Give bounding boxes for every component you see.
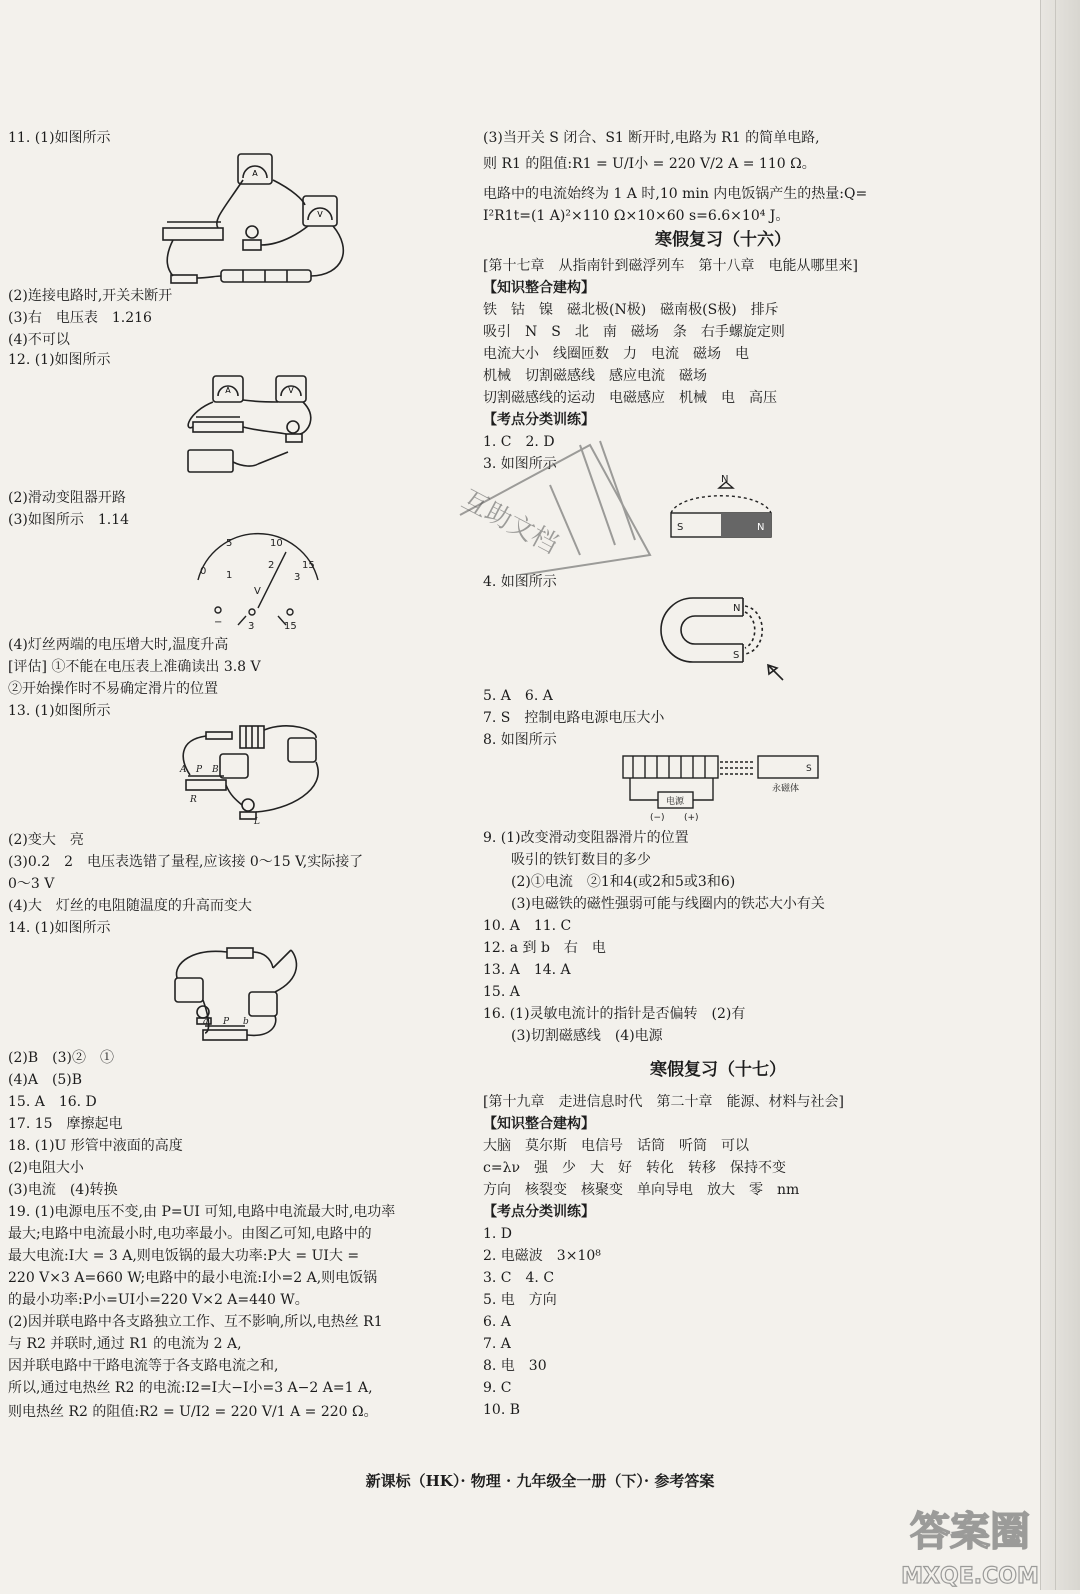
lamp-label: L xyxy=(254,817,260,825)
answer-line: 10. A 11. C xyxy=(483,918,572,934)
answer-line: 8. 电 30 xyxy=(483,1358,547,1374)
answer-line: 则电热丝 R2 的阻值:R2 = U/I2 = 220 V/1 A = 220 Ω。 xyxy=(8,1404,378,1420)
chapter-range: [第十九章 走进信息时代 第二十章 能源、材料与社会] xyxy=(483,1094,844,1110)
answer-line: 7. S 控制电路电源电压大小 xyxy=(483,710,665,726)
answer-line: ②开始操作时不易确定滑片的位置 xyxy=(8,681,218,697)
answer-line: 机械 切割磁感线 感应电流 磁场 xyxy=(483,368,707,384)
answer-line: 则 R1 的阻值:R1 = U/I小 = 220 V/2 A = 110 Ω。 xyxy=(483,156,816,172)
answer-line: 电路中的电流始终为 1 A 时,10 min 内电饭锅产生的热量:Q= xyxy=(483,186,868,202)
horseshoe-magnet-figure xyxy=(653,590,793,685)
q13-circuit-figure xyxy=(168,720,328,825)
answer-line: 大脑 莫尔斯 电信号 话筒 听筒 可以 xyxy=(483,1138,749,1154)
answer-line: 10. B xyxy=(483,1402,521,1418)
watermark-title: 答案圈 xyxy=(910,1509,1030,1555)
answer-line: (3)电磁铁的磁性强弱可能与线圈内的铁芯大小有关 xyxy=(511,896,825,912)
answer-line: 所以,通过电热丝 R2 的电流:I2=I大−I小=3 A−2 A=1 A, xyxy=(8,1380,373,1396)
edge-line xyxy=(1055,0,1056,1590)
terminal-label: (+) xyxy=(684,813,699,823)
ammeter-label: A xyxy=(252,169,258,178)
terminal-label: b xyxy=(243,1017,249,1027)
scale-unit: V xyxy=(254,586,261,597)
answer-line: 因并联电路中干路电流等于各支路电流之和, xyxy=(8,1358,279,1374)
magnet-label: 永磁体 xyxy=(772,784,800,794)
answer-line: 17. 15 摩擦起电 xyxy=(8,1116,123,1132)
answer-line: (3)0.2 2 电压表选错了量程,应该接 0～15 V,实际接了 xyxy=(8,854,364,870)
answer-line: 9. (1)改变滑动变阻器滑片的位置 xyxy=(483,830,689,846)
answer-line: 0～3 V xyxy=(8,876,55,892)
answer-line: 14. (1)如图所示 xyxy=(8,920,111,936)
answer-line: 16. (1)灵敏电流计的指针是否偏转 (2)有 xyxy=(483,1006,746,1022)
answer-line: 9. C xyxy=(483,1380,512,1396)
compass-pole-label: N xyxy=(721,474,729,485)
answer-line: 19. (1)电源电压不变,由 P=UI 可知,电路中电流最大时,电功率 xyxy=(8,1204,396,1220)
answer-line: 6. A xyxy=(483,1314,511,1330)
answer-line: 13. A 14. A xyxy=(483,962,571,978)
answer-line: 5. 电 方向 xyxy=(483,1292,557,1308)
answer-line: 11. (1)如图所示 xyxy=(8,130,111,146)
answer-line: (3)电流 (4)转换 xyxy=(8,1182,118,1198)
answer-line: 12. a 到 b 右 电 xyxy=(483,940,606,956)
answer-line: 3. C 4. C xyxy=(483,1270,555,1286)
answer-line: 1. D xyxy=(483,1226,513,1242)
answer-line: 3. 如图所示 xyxy=(483,456,557,472)
magnet-pole-s: S xyxy=(677,522,684,533)
answer-line: (3)右 电压表 1.216 xyxy=(8,310,152,326)
answer-line: 8. 如图所示 xyxy=(483,732,557,748)
q12-circuit-figure xyxy=(178,372,328,482)
page-edge xyxy=(1040,0,1080,1590)
answer-line: (4)A (5)B xyxy=(8,1072,83,1088)
answer-line: 13. (1)如图所示 xyxy=(8,703,111,719)
answer-line: 5. A 6. A xyxy=(483,688,553,704)
magnet-pole-n: N xyxy=(757,522,765,533)
scale-tick: 3 xyxy=(294,572,301,583)
answer-line: 4. 如图所示 xyxy=(483,574,557,590)
answer-line: 与 R2 并联时,通过 R1 的电流为 2 A, xyxy=(8,1336,242,1352)
answer-line: (3)如图所示 1.14 xyxy=(8,512,130,528)
answer-line: I²R1t=(1 A)²×110 Ω×10×60 s=6.6×10⁴ J。 xyxy=(483,208,790,224)
chapter-range: [第十七章 从指南针到磁浮列车 第十八章 电能从哪里来] xyxy=(483,258,858,274)
electromagnet-figure xyxy=(618,748,828,823)
subsection-heading: 【知识整合建构】 xyxy=(483,1116,595,1132)
terminal-label: a xyxy=(203,1017,209,1027)
terminal-label: − xyxy=(214,617,223,628)
scale-tick: 0 xyxy=(200,566,207,577)
terminal-label: B xyxy=(212,765,219,775)
voltmeter-scale-figure xyxy=(188,530,328,630)
scale-tick: 15 xyxy=(302,560,315,571)
answer-line: 12. (1)如图所示 xyxy=(8,352,111,368)
terminal-label: A xyxy=(180,765,187,775)
scale-tick: 1 xyxy=(226,570,233,581)
answer-line: 切割磁感线的运动 电磁感应 机械 电 高压 xyxy=(483,390,777,406)
watermark-url: MXQE.COM xyxy=(901,1564,1039,1589)
answer-line: (3)当开关 S 闭合、S1 断开时,电路为 R1 的简单电路, xyxy=(483,130,820,146)
page-footer: 新课标（HK）· 物理 · 九年级全一册（下）· 参考答案 xyxy=(365,1472,715,1490)
ammeter-label: A xyxy=(225,386,231,395)
magnet-pole-s: S xyxy=(806,764,812,774)
resistor-label: R xyxy=(190,795,197,805)
answer-line: 最大;电路中电流最小时,电功率最小。由图乙可知,电路中的 xyxy=(8,1226,372,1242)
answer-line: (2)B (3)② ① xyxy=(8,1050,114,1066)
answer-line: 吸引的铁钉数目的多少 xyxy=(511,852,651,868)
subsection-heading: 【考点分类训练】 xyxy=(483,412,595,428)
scale-tick: 5 xyxy=(226,538,233,549)
section-title: 寒假复习（十六） xyxy=(655,230,791,250)
stamp-text: 互助文档 xyxy=(456,484,563,561)
answer-line: 的最小功率:P小=UI小=220 V×2 A=440 W。 xyxy=(8,1292,309,1308)
watermark-logo xyxy=(880,1495,1060,1590)
terminal-label: 15 xyxy=(284,621,297,630)
q14-circuit-figure xyxy=(163,938,313,1050)
answer-line: 1. C 2. D xyxy=(483,434,555,450)
slider-label: P xyxy=(196,765,203,775)
answer-line: 2. 电磁波 3×10⁸ xyxy=(483,1248,601,1264)
answer-line: [评估] ①不能在电压表上准确读出 3.8 V xyxy=(8,659,261,675)
answer-line: (3)切割磁感线 (4)电源 xyxy=(511,1028,663,1044)
terminal-label: 3 xyxy=(248,621,255,630)
answer-line: 铁 钴 镍 磁北极(N极) 磁南极(S极) 排斥 xyxy=(483,302,779,318)
answer-line: 电流大小 线圈匝数 力 电流 磁场 电 xyxy=(483,346,749,362)
terminal-label: (−) xyxy=(650,813,665,823)
subsection-heading: 【知识整合建构】 xyxy=(483,280,595,296)
answer-line: 15. A 16. D xyxy=(8,1094,97,1110)
answer-line: 7. A xyxy=(483,1336,511,1352)
answer-line: (4)大 灯丝的电阻随温度的升高而变大 xyxy=(8,898,252,914)
answer-line: (2)①电流 ②1和4(或2和5或3和6) xyxy=(511,874,736,890)
scale-tick: 2 xyxy=(268,560,275,571)
bar-magnet-figure xyxy=(661,468,781,563)
power-supply-label: 电源 xyxy=(666,797,685,807)
edge-line xyxy=(1040,0,1041,1590)
section-title: 寒假复习（十七） xyxy=(650,1060,786,1080)
stamp xyxy=(440,425,670,575)
magnet-pole-s: S xyxy=(733,650,740,661)
answer-line: 最大电流:I大 = 3 A,则电饭锅的最大功率:P大 = UI大 = xyxy=(8,1248,360,1264)
q11-circuit-figure xyxy=(153,150,373,285)
answer-line: 方向 核裂变 核聚变 单向导电 放大 零 nm xyxy=(483,1182,800,1198)
answer-line: 18. (1)U 形管中液面的高度 xyxy=(8,1138,183,1154)
answer-line: (4)灯丝两端的电压增大时,温度升高 xyxy=(8,637,229,653)
slider-label: P xyxy=(223,1017,230,1027)
magnet-pole-n: N xyxy=(733,603,741,614)
answer-line: 吸引 N S 北 南 磁场 条 右手螺旋定则 xyxy=(483,324,785,340)
subsection-heading: 【考点分类训练】 xyxy=(483,1204,595,1220)
answer-line: (2)变大 亮 xyxy=(8,832,84,848)
answer-line: (2)因并联电路中各支路独立工作、互不影响,所以,电热丝 R1 xyxy=(8,1314,383,1330)
scale-tick: 10 xyxy=(270,538,283,549)
answer-line: 220 V×3 A=660 W;电路中的最小电流:I小=2 A,则电饭锅 xyxy=(8,1270,378,1286)
answer-line: (2)电阻大小 xyxy=(8,1160,84,1176)
answer-line: (2)滑动变阻器开路 xyxy=(8,490,126,506)
voltmeter-label: V xyxy=(317,210,323,219)
answer-line: (2)连接电路时,开关未断开 xyxy=(8,288,173,304)
answer-line: (4)不可以 xyxy=(8,332,70,348)
answer-line: c=λν 强 少 大 好 转化 转移 保持不变 xyxy=(483,1160,786,1176)
answer-line: 15. A xyxy=(483,984,520,1000)
voltmeter-label: V xyxy=(288,386,294,395)
